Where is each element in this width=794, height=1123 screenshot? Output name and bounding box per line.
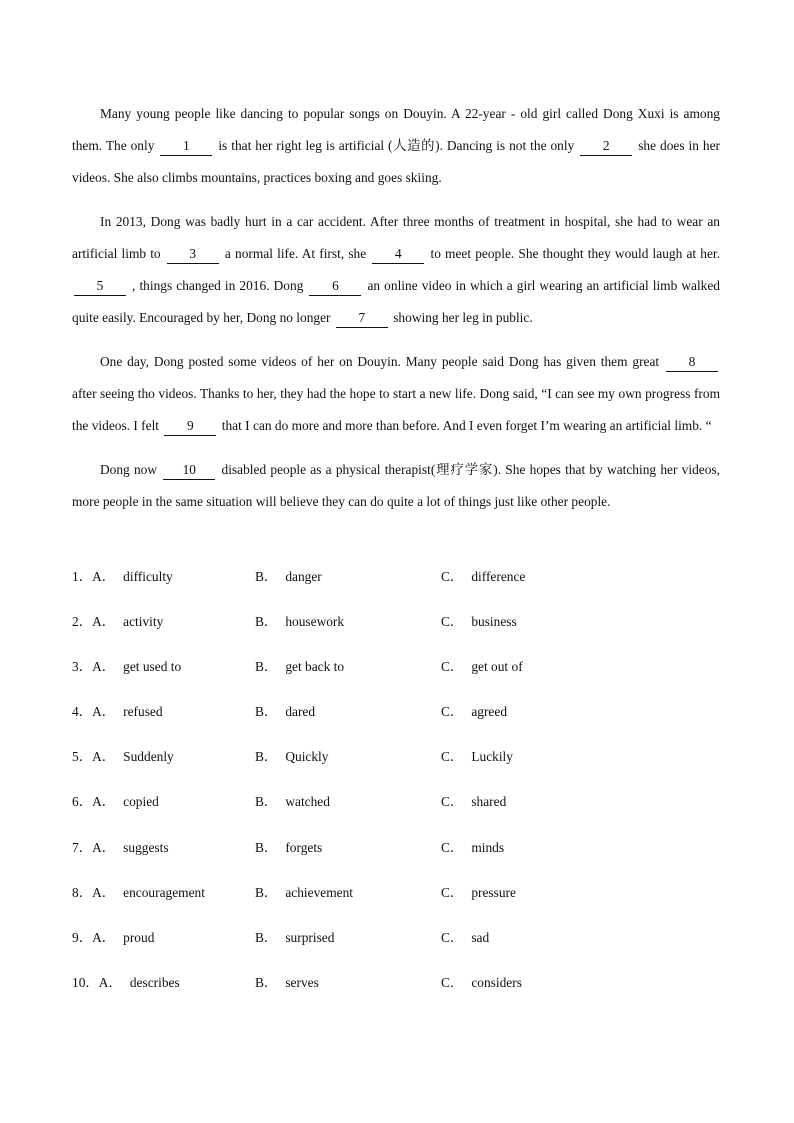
- option-a[interactable]: [72, 878, 205, 908]
- option-letter: A．: [92, 614, 116, 630]
- option-c[interactable]: [441, 697, 507, 727]
- option-text: considers: [471, 974, 522, 990]
- option-text: Quickly: [285, 749, 329, 765]
- question-row: [72, 787, 722, 832]
- question-row: [72, 697, 722, 742]
- option-letter: A．: [92, 839, 116, 855]
- option-b[interactable]: [255, 652, 344, 682]
- option-text: encouragement: [123, 884, 205, 900]
- answer-options: [72, 562, 722, 1013]
- question-row: [72, 923, 722, 968]
- option-letter: A．: [98, 974, 122, 990]
- option-text: copied: [123, 794, 159, 810]
- option-text: housework: [285, 614, 345, 630]
- question-number: 2．: [72, 614, 93, 630]
- option-letter: C．: [441, 749, 464, 765]
- option-text: activity: [123, 614, 164, 630]
- question-number: 9．: [72, 929, 93, 945]
- blank-number: 9: [164, 417, 216, 436]
- question-row: [72, 607, 722, 652]
- blank-number: 2: [580, 137, 632, 156]
- passage-text: to meet people. She thought they would laugh at her.: [426, 246, 720, 261]
- option-text: Suddenly: [123, 749, 174, 765]
- option-b[interactable]: [255, 562, 322, 592]
- option-text: get out of: [471, 659, 523, 675]
- question-number: 5．: [72, 749, 93, 765]
- passage-text: a normal life. At first, she: [220, 246, 371, 261]
- passage-text: an online video in which a girl wearing an artificial limb walked quite easily. Encouraged by her, Dong no longer: [72, 278, 721, 325]
- question-number: 8．: [72, 884, 93, 900]
- option-text: Luckily: [471, 749, 513, 765]
- blank-number: 3: [167, 245, 219, 264]
- option-text: difficulty: [123, 569, 173, 584]
- option-letter: C．: [441, 614, 464, 630]
- question-row: [72, 968, 722, 1013]
- question-number: 1．: [72, 569, 93, 584]
- option-text: agreed: [471, 704, 508, 720]
- passage-text: , things changed in 2016. Dong: [128, 278, 308, 293]
- passage-text: In 2013, Dong was badly hurt in a car accident. After three months of treatment in hospital, she had to wear an artificial limb to: [72, 214, 720, 261]
- option-a[interactable]: [72, 562, 173, 592]
- option-c[interactable]: [441, 742, 513, 772]
- option-letter: B．: [255, 884, 278, 900]
- option-text: difference: [471, 569, 526, 584]
- passage-text: that I can do more and more than before. And I even forget I’m wearing an artificial limb. “: [218, 418, 712, 433]
- question-row: [72, 652, 722, 697]
- passage-paragraph: [72, 346, 720, 442]
- option-letter: B．: [255, 569, 278, 584]
- blank-number: 4: [372, 245, 424, 264]
- option-c[interactable]: [441, 652, 523, 682]
- option-letter: B．: [255, 794, 278, 810]
- option-letter: C．: [441, 929, 464, 945]
- option-text: shared: [471, 794, 507, 810]
- option-a[interactable]: [72, 607, 163, 637]
- option-text: watched: [285, 794, 330, 810]
- option-text: business: [471, 614, 517, 630]
- option-text: suggests: [123, 839, 169, 855]
- option-c[interactable]: [441, 833, 504, 863]
- option-letter: C．: [441, 974, 464, 990]
- option-a[interactable]: [72, 697, 163, 727]
- option-letter: A．: [92, 884, 116, 900]
- blank-number: 6: [309, 277, 361, 296]
- option-c[interactable]: [441, 607, 517, 637]
- option-text: get used to: [123, 659, 182, 675]
- option-text: minds: [471, 839, 505, 855]
- passage-paragraph: [72, 98, 720, 194]
- passage-text: Many young people like dancing to popular songs on Douyin. A 22-year - old girl called Dong Xuxi is among them. The only: [72, 106, 720, 153]
- option-letter: A．: [92, 794, 116, 810]
- option-b[interactable]: [255, 787, 330, 817]
- option-text: dared: [285, 704, 316, 720]
- question-number: 3．: [72, 659, 93, 675]
- option-a[interactable]: [72, 968, 180, 998]
- option-b[interactable]: [255, 742, 328, 772]
- option-letter: B．: [255, 659, 278, 675]
- option-letter: C．: [441, 884, 464, 900]
- option-letter: C．: [441, 659, 464, 675]
- option-text: danger: [285, 569, 322, 584]
- option-letter: B．: [255, 839, 278, 855]
- passage-paragraph: [72, 454, 720, 518]
- option-letter: B．: [255, 929, 278, 945]
- question-row: [72, 833, 722, 878]
- option-letter: A．: [92, 659, 116, 675]
- blank-number: 10: [163, 461, 215, 480]
- question-row: [72, 562, 722, 607]
- passage-text: disabled people as a physical therapist(理疗学家). She hopes that by watching her videos, more people in the same situation will believe they can do quite a lot of things just like other people.: [72, 462, 720, 509]
- question-number: 7．: [72, 839, 93, 855]
- passage-text: Dong now: [100, 462, 162, 477]
- option-text: sad: [471, 929, 490, 945]
- blank-number: 5: [74, 277, 126, 296]
- passage-text: she does in her videos. She also climbs mountains, practices boxing and goes skiing.: [72, 138, 720, 185]
- option-c[interactable]: [441, 968, 522, 998]
- question-number: 6．: [72, 794, 93, 810]
- option-c[interactable]: [441, 787, 506, 817]
- option-text: refused: [123, 704, 163, 720]
- cloze-passage: [72, 98, 720, 530]
- option-a[interactable]: [72, 652, 181, 682]
- option-text: surprised: [285, 929, 335, 945]
- option-a[interactable]: [72, 923, 154, 953]
- option-text: proud: [123, 929, 155, 945]
- option-letter: B．: [255, 974, 278, 990]
- passage-text: after seeing tho videos. Thanks to her, they had the hope to start a new life. Dong said, “I can see my own progress from the videos. I felt: [72, 386, 720, 433]
- question-number: 10．: [72, 974, 99, 990]
- option-a[interactable]: [72, 833, 169, 863]
- option-letter: A．: [92, 569, 116, 584]
- passage-text: is that her right leg is artificial (人造的). Dancing is not the only: [214, 138, 579, 153]
- option-b[interactable]: [255, 697, 315, 727]
- option-letter: A．: [92, 749, 116, 765]
- option-b[interactable]: [255, 923, 334, 953]
- option-text: achievement: [285, 884, 353, 900]
- option-text: serves: [285, 974, 319, 990]
- question-row: [72, 742, 722, 787]
- blank-number: 1: [160, 137, 212, 156]
- option-letter: C．: [441, 794, 464, 810]
- option-c[interactable]: [441, 562, 525, 592]
- option-text: forgets: [285, 839, 323, 855]
- option-letter: C．: [441, 839, 464, 855]
- option-letter: A．: [92, 929, 116, 945]
- option-b[interactable]: [255, 607, 344, 637]
- option-b[interactable]: [255, 968, 319, 998]
- option-b[interactable]: [255, 833, 322, 863]
- option-letter: B．: [255, 749, 278, 765]
- option-c[interactable]: [441, 923, 489, 953]
- passage-paragraph: [72, 206, 720, 334]
- option-b[interactable]: [255, 878, 353, 908]
- question-row: [72, 878, 722, 923]
- option-text: pressure: [471, 884, 516, 900]
- option-c[interactable]: [441, 878, 516, 908]
- option-a[interactable]: [72, 742, 174, 772]
- option-letter: B．: [255, 704, 278, 720]
- option-letter: C．: [441, 569, 464, 584]
- question-number: 4．: [72, 704, 93, 720]
- passage-text: One day, Dong posted some videos of her on Douyin. Many people said Dong has given them great: [100, 354, 664, 369]
- blank-number: 7: [336, 309, 388, 328]
- option-text: describes: [129, 974, 180, 990]
- option-letter: A．: [92, 704, 116, 720]
- option-text: get back to: [285, 659, 345, 675]
- blank-number: 8: [666, 353, 718, 372]
- option-letter: C．: [441, 704, 464, 720]
- option-a[interactable]: [72, 787, 159, 817]
- passage-text: showing her leg in public.: [389, 310, 533, 325]
- option-letter: B．: [255, 614, 278, 630]
